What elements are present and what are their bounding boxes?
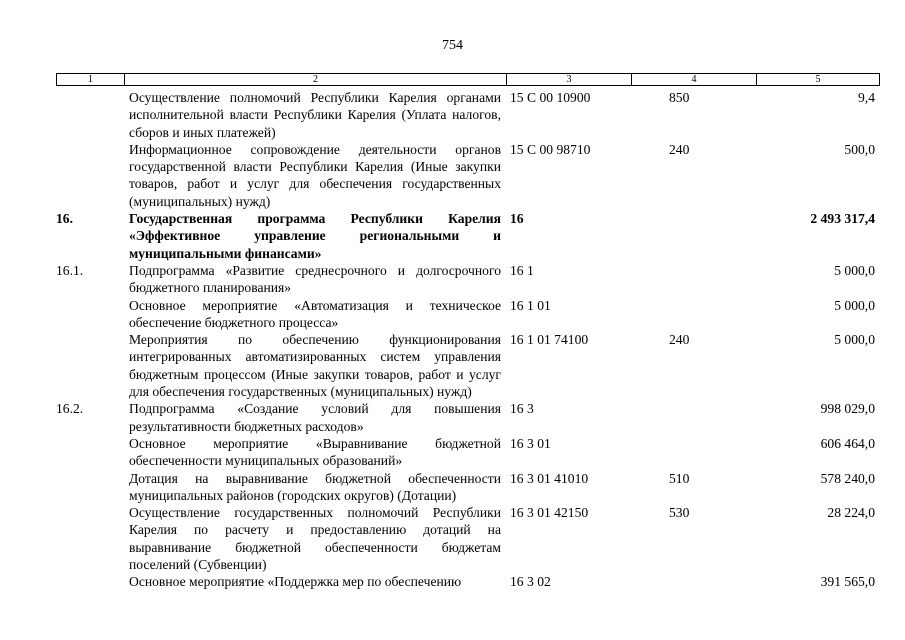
row-vr-code: 240: [669, 332, 690, 348]
table-row: [0, 89, 905, 141]
row-csr-code: 16 3: [510, 401, 534, 417]
row-csr-code: 16 1: [510, 262, 534, 278]
table-row: [0, 435, 905, 470]
row-number: 16.2.: [56, 401, 84, 417]
header-col-5: 5: [756, 74, 879, 85]
table-row: [0, 504, 905, 573]
row-csr-code: 16 3 02: [510, 574, 551, 590]
row-name: Подпрограмма «Создание условий для повышения результативности бюджетных расходов»: [129, 401, 501, 434]
header-col-1: 1: [88, 74, 93, 85]
row-sum: 578 240,0: [820, 470, 875, 486]
row-csr-code: 16 1 01: [510, 297, 551, 313]
page-number: 754: [442, 38, 463, 53]
row-csr-code: 16 1 01 74100: [510, 332, 589, 348]
row-csr-code: 16 3 01: [510, 435, 551, 451]
row-sum: 5 000,0: [834, 332, 875, 348]
row-name: Основное мероприятие «Выравнивание бюджетной обеспеченности муниципальных образований»: [129, 435, 501, 469]
row-sum: 2 493 317,4: [810, 211, 875, 227]
table-body: [0, 89, 905, 591]
row-name: Осуществление государственных полномочий Республики Карелия по расчету и предоставлению дотаций на выравнивание бюджетной обеспеченности бюджетам поселений (Субвенции): [129, 505, 501, 573]
row-vr-code: 510: [669, 470, 690, 486]
table-header: [56, 73, 880, 86]
row-name: Дотация на выравнивание бюджетной обеспеченности муниципальных районов (городских округов) (Дотации): [129, 470, 501, 503]
row-number: 16.1.: [56, 262, 84, 278]
row-vr-code: 240: [669, 141, 690, 157]
row-name: Подпрограмма «Развитие среднесрочного и долгосрочного бюджетного планирования»: [129, 262, 501, 296]
row-csr-code: 15 С 00 98710: [510, 141, 591, 157]
table-row: [0, 262, 905, 297]
row-name: Мероприятия по обеспечению функционирования интегрированных автоматизированных систем управления бюджетным процессом (Иные закупки товаров, работ и услуг для обеспечения государственных (муниципальных) нужд): [129, 332, 501, 400]
header-col-3: 3: [506, 74, 631, 85]
header-col-2: 2: [124, 74, 506, 85]
row-csr-code: 16: [510, 211, 524, 227]
row-sum: 5 000,0: [834, 297, 875, 313]
row-csr-code: 15 С 00 10900: [510, 90, 591, 105]
row-sum: 9,4: [858, 90, 875, 105]
table-row: [0, 400, 905, 435]
row-vr-code: 850: [669, 90, 690, 105]
table-row: [0, 297, 905, 332]
row-name: Основное мероприятие «Поддержка мер по обеспечению: [129, 574, 462, 590]
row-sum: 28 224,0: [827, 505, 875, 521]
row-name: Осуществление полномочий Республики Карелия органами исполнительной власти Республики Карелия (Уплата налогов, сборов и иных платежей): [129, 90, 501, 140]
header-col-4: 4: [631, 74, 756, 85]
row-csr-code: 16 3 01 41010: [510, 470, 589, 486]
row-name: Государственная программа Республики Карелия «Эффективное управление региональными и муниципальными финансами»: [129, 211, 501, 261]
row-sum: 998 029,0: [820, 401, 875, 417]
row-sum: 391 565,0: [820, 574, 875, 590]
row-name: Основное мероприятие «Автоматизация и техническое обеспечение бюджетного процесса»: [129, 297, 501, 330]
table-row: [0, 573, 905, 590]
row-name: Информационное сопровождение деятельности органов государственной власти Республики Карелия (Иные закупки товаров, работ и услуг для обеспечения государственных (муниципальных) нужд): [129, 141, 501, 209]
row-vr-code: 530: [669, 505, 690, 521]
table-row: [0, 210, 905, 262]
row-sum: 5 000,0: [834, 262, 875, 278]
table-row: [0, 470, 905, 505]
table-row: [0, 141, 905, 210]
row-sum: 500,0: [844, 141, 875, 157]
row-csr-code: 16 3 01 42150: [510, 505, 589, 521]
row-sum: 606 464,0: [820, 435, 875, 451]
row-number: 16.: [56, 211, 73, 227]
table-row: [0, 331, 905, 400]
